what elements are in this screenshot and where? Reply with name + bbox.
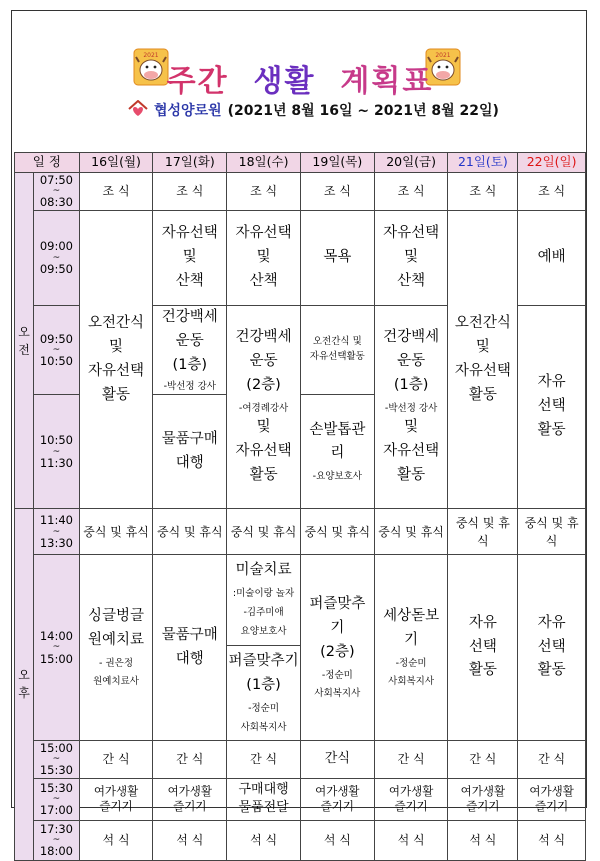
title-word-2: 생활 [253,64,316,99]
cell-leisure: 여가생활 즐기기 [79,778,153,820]
cell-leisure: 여가생활 즐기기 [518,778,586,820]
weekly-schedule-table [14,152,586,861]
art-sub: :미술이랑 놀자 [232,588,295,600]
org-name: 협성양로원 [154,103,222,119]
puzzle-title: 퍼즐맞추기 [228,653,299,670]
cell-art-puzzle [227,555,301,740]
cell-worship: 예배 [518,210,586,305]
header-day: 20일(금) [374,153,448,173]
cell-dinner: 석 식 [518,820,586,860]
header-day-saturday: 21일(토) [448,153,518,173]
time-slot: 07:50 ~ 08:30 [34,173,79,211]
cell-shop-tue-pm: 물품구매 대행 [153,555,227,740]
cell-leisure: 여가생활 즐기기 [300,778,374,820]
cell-mon-am: 오전간식 및 자유선택 활동 [79,210,153,508]
art-title: 미술치료 [235,562,292,579]
period-pm: 오 후 [15,509,34,860]
cell-bath: 목욕 [300,210,374,305]
cell-breakfast: 조 식 [227,173,301,211]
cell-wed-shop: 구매대행 물품전달 [227,778,301,820]
art-role: 요양보호사 [240,625,287,637]
cell-breakfast: 조 식 [518,173,586,211]
cell-snack: 간식 [300,740,374,778]
cell-lunch: 중식 및 휴식 [227,509,301,555]
time-slot: 14:00 ~ 15:00 [34,555,79,740]
cell-dinner: 석 식 [448,820,518,860]
house-heart-icon [128,100,148,118]
date-range: (2021년 8월 16일 ~ 2021년 8월 22일) [227,103,499,119]
cell-care: 손발톱관리 -요양보호사 [300,395,374,509]
title-word-1: 주간 [166,64,229,99]
cell-lunch: 중식 및 휴식 [79,509,153,555]
ox-badge-year: 2021 [143,52,159,59]
cell-thu-snack: 오전간식 및 자유선택활동 [300,305,374,394]
cell-lunch: 중식 및 휴식 [448,509,518,555]
header-day: 16일(월) [79,153,153,173]
cell-lunch: 중식 및 휴식 [153,509,227,555]
cell-snack: 간 식 [227,740,301,778]
period-am: 오 전 [15,173,34,509]
time-slot: 11:40 ~ 13:30 [34,509,79,555]
cell-sat-am: 오전간식 및 자유선택 활동 [448,210,518,508]
time-slot: 15:00 ~ 15:30 [34,740,79,778]
cell-breakfast: 조 식 [448,173,518,211]
cell-dinner: 석 식 [153,820,227,860]
cell-lunch: 중식 및 휴식 [300,509,374,555]
cell-sat-free: 자유 선택 활동 [448,555,518,740]
cell-gym-tue: 건강백세운동 (1층) -박선정 강사 [153,305,227,394]
cell-breakfast: 조 식 [300,173,374,211]
cell-gym-wed: 건강백세운동 (2층) -여경례강사 및 자유선택 활동 [227,305,301,508]
cell-breakfast: 조 식 [374,173,448,211]
time-slot: 17:30 ~ 18:00 [34,820,79,860]
subtitle [128,100,499,120]
cell-snack: 간 식 [153,740,227,778]
cell-puzzle-thu: 퍼즐맞추기 (2층) -정순미 사회복지사 [300,555,374,740]
header-day: 17일(화) [153,153,227,173]
cell-snack: 간 식 [448,740,518,778]
cell-dinner: 석 식 [374,820,448,860]
cell-sun-free-pm: 자유 선택 활동 [518,555,586,740]
header-schedule: 일 정 [15,153,80,173]
time-slot: 09:50 ~ 10:50 [34,305,79,394]
art-teacher: -김주미애 [243,606,284,618]
cell-leisure: 여가생활 즐기기 [153,778,227,820]
cell-lunch: 중식 및 휴식 [518,509,586,555]
time-slot: 10:50 ~ 11:30 [34,395,79,509]
cell-leisure: 여가생활 즐기기 [374,778,448,820]
title-word-3: 계획표 [340,64,434,99]
cell-gym-fri: 건강백세운동 (1층) -박선정 강사 및 자유선택 활동 [374,305,448,508]
page-title [0,56,600,100]
cell-breakfast: 조 식 [153,173,227,211]
time-slot: 09:00 ~ 09:50 [34,210,79,305]
header-day: 19일(목) [300,153,374,173]
cell-free-walk: 자유선택 및 산책 [227,210,301,305]
cell-dinner: 석 식 [300,820,374,860]
cell-free-walk: 자유선택 및 산책 [374,210,448,305]
cell-leisure: 여가생활 즐기기 [448,778,518,820]
cell-shop-tue: 물품구매 대행 [153,395,227,509]
time-slot: 15:30 ~ 17:00 [34,778,79,820]
puzzle-floor: (1층) [246,677,281,694]
header-day: 18일(수) [227,153,301,173]
cell-world: 세상돋보기 -정순미 사회복지사 [374,555,448,740]
cell-dinner: 석 식 [227,820,301,860]
cell-snack: 간 식 [374,740,448,778]
cell-dinner: 석 식 [79,820,153,860]
puzzle-teacher: -정순미 [248,703,280,715]
cell-mon-pm: 싱글벙글 원예치료 - 권은정 원예치료사 [79,555,153,740]
cell-free-walk: 자유선택 및 산책 [153,210,227,305]
cell-breakfast: 조 식 [79,173,153,211]
cell-lunch: 중식 및 휴식 [374,509,448,555]
header-day-sunday: 22일(일) [518,153,586,173]
cell-sun-free: 자유 선택 활동 [518,305,586,508]
ox-badge-year: 2021 [435,52,451,59]
cell-snack: 간 식 [79,740,153,778]
puzzle-role: 사회복지사 [240,721,287,733]
cell-snack: 간 식 [518,740,586,778]
